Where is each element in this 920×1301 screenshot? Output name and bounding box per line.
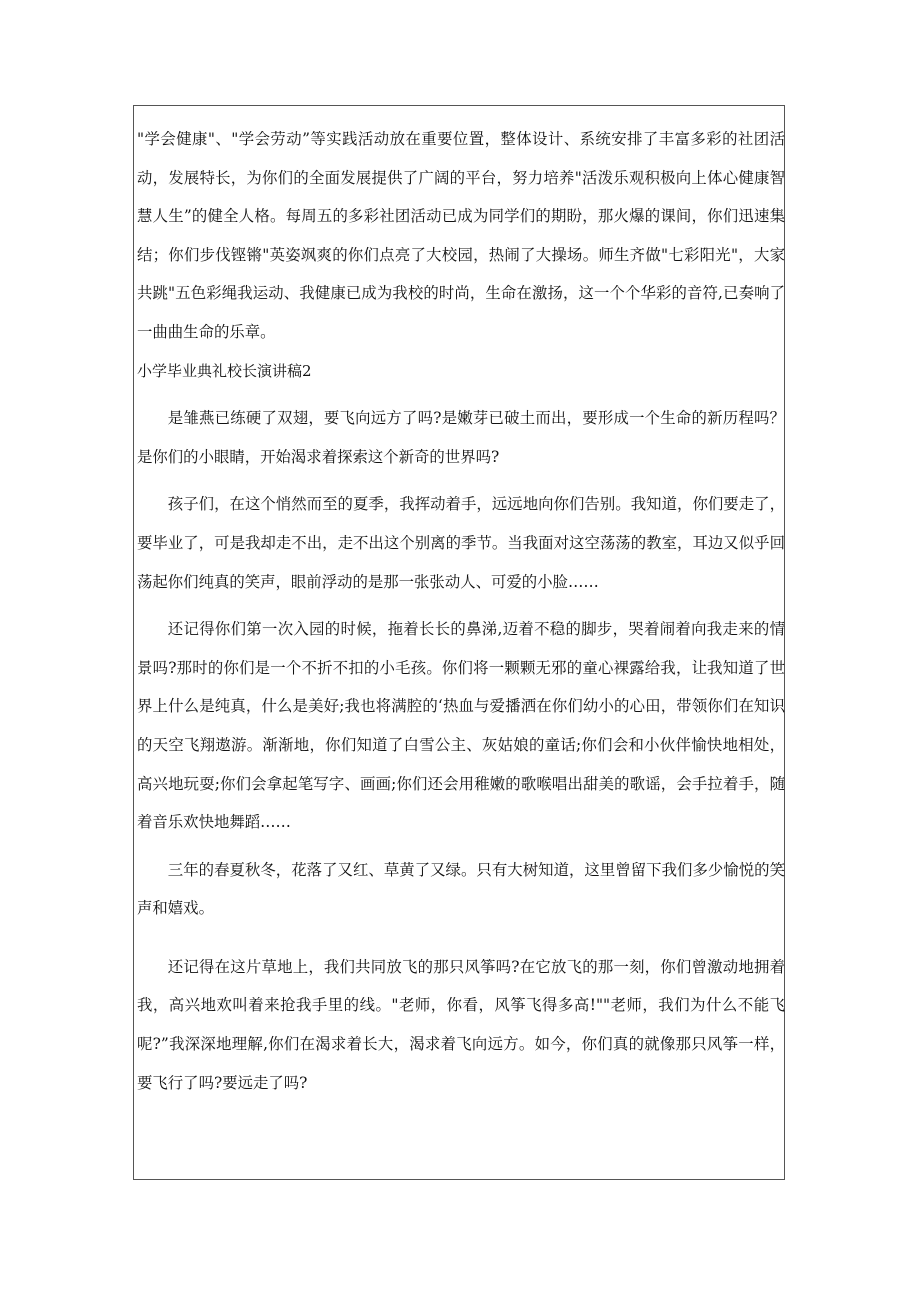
paragraph-1: 是雏燕已练硬了双翅，要飞向远方了吗?是嫩芽已破土而出，要形成一个生命的新历程吗？是你们的小眼睛，开始渴求着探索这个新奇的世界吗? [137, 409, 785, 466]
paragraph-3: 还记得你们第一次入园的时候，拖着长长的鼻涕,迈着不稳的脚步，哭着闹着向我走来的情景吗?那时的你们是一个不折不扣的小毛孩。你们将一颗颗无邪的童心裸露给我，让我知道了世界上什么是纯真，什么是美好;我也将满腔的‘热血与爱播洒在你们幼小的心田，带领你们在知识的天空飞翔遨游。渐渐地，你们知道了白雪公主、灰姑娘的童话;你们会和小伙伴愉快地相处，高兴地玩耍;你们会拿起笔写字、画画;你们还会用稚嫩的歌喉唱出甜美的歌谣，会手拉着手，随着音乐欢快地舞蹈…… [137, 620, 785, 832]
paragraph-2: 孩子们，在这个悄然而至的夏季，我挥动着手，远远地向你们告别。我知道，你们要走了，要毕业了，可是我却走不出，走不出这个别离的季节。当我面对这空荡荡的教室，耳边又似乎回荡起你们纯真的笑声，眼前浮动的是那一张张动人、可爱的小脸…… [137, 495, 785, 591]
paragraph-intro: "学会健康"、"学会劳动”等实践活动放在重要位置，整体设计、系统安排了丰富多彩的社团活动，发展特长，为你们的全面发展提供了广阔的平台，努力培养"活泼乐观积极向上体心健康智慧人生”的健全人格。每周五的多彩社团活动已成为同学们的期盼，那火爆的课间，你们迅速集结；你们步伐铿锵"英姿飒爽的你们点亮了大校园，热闹了大操场。师生齐做"七彩阳光"，大家共跳"五色彩绳我运动、我健康已成为我校的时尚，生命在激扬，这一个个华彩的音符,已奏响了一曲曲生命的乐章。 [137, 130, 785, 341]
section-heading: 小学毕业典礼校长演讲稿2 [137, 361, 312, 380]
paragraph-5: 还记得在这片草地上，我们共同放飞的那只风筝吗?在它放飞的那一刻，你们曾激动地拥着我，高兴地欢叫着来抢我手里的线。"老师，你看，风筝飞得多高!""老师，我们为什么不能飞呢?”我深深地理解,你们在渴求着长大，渴求着飞向远方。如今，你们真的就像那只风筝一样，要飞行了吗?要远走了吗? [137, 957, 785, 1092]
document-body [137, 120, 785, 1102]
paragraph-4: 三年的春夏秋冬，花落了又红、草黄了又绿。只有大树知道，这里曾留下我们多少愉悦的笑声和嬉戏。 [137, 860, 785, 918]
